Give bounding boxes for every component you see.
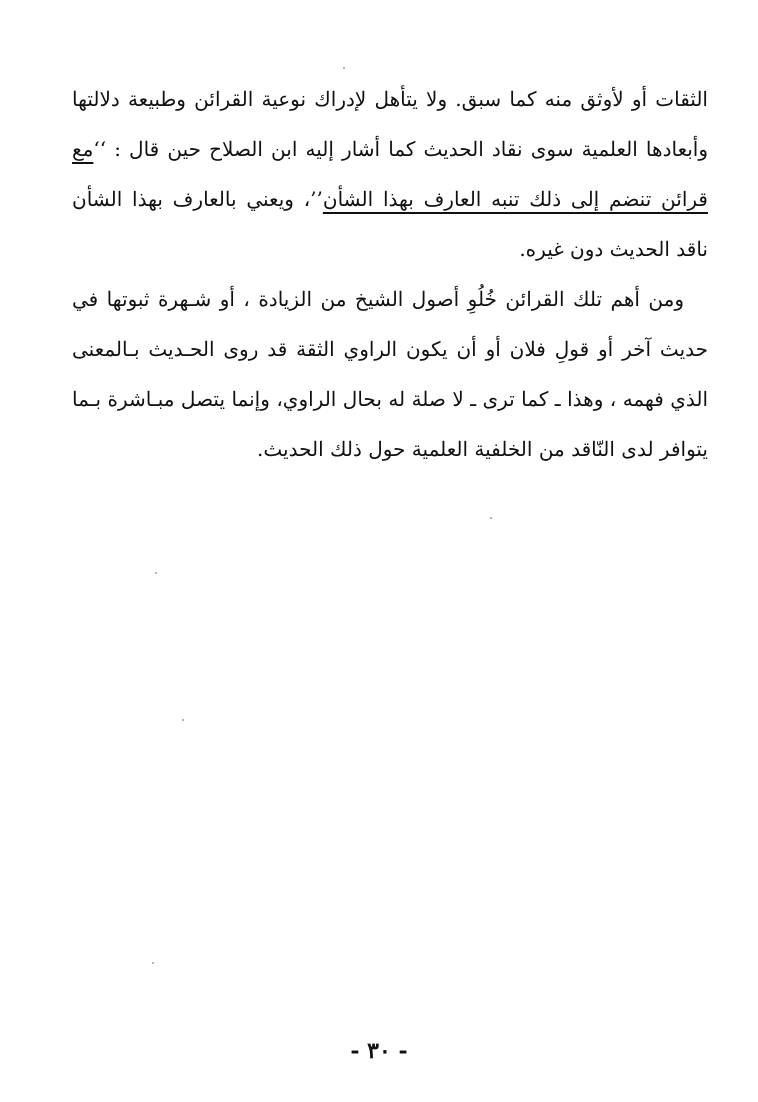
scan-speck [152,962,154,964]
scan-speck [490,517,492,519]
scan-speck [343,67,345,69]
paragraph-1-continuation: ’’، ويعني بالعارف بهذا الشأن ناقد الحديث دون غيره. [72,187,708,261]
scan-speck [182,719,184,721]
ibn-salah-quote: مع قرائن تنضم إلى ذلك تنبه العارف بهذا الشأن [72,137,708,211]
paragraph-1 [72,74,708,274]
paragraph-2: ومن أهم تلك القرائن خُلُوِ أصول الشيخ من الزيادة ، أو شـهرة ثبوتها في حديث آخر أو قولِ فلان أو أن يكون الراوي الثقة قد روى الحـديث بـالمعنى الذي فهمه ، وهذا ـ كما ترى ـ لا صلة له بحال الراوي، وإنما يتصل مبـاشرة بـما يتوافر لدى النّاقد من الخلفية العلمية حول ذلك الحديث. [72,287,708,461]
paragraph-1-text: الثقات أو لأوثق منه كما سبق. ولا يتأهل لإدراك نوعية القرائن وطبيعة دلالتها وأبعادها العلمية سوى نقاد الحديث كما أشار إليه ابن الصلاح حين قال : ‘‘ [72,87,708,161]
page-number: - ٣٠ - [350,1038,408,1064]
body-text [72,74,708,474]
scan-speck [155,572,157,574]
